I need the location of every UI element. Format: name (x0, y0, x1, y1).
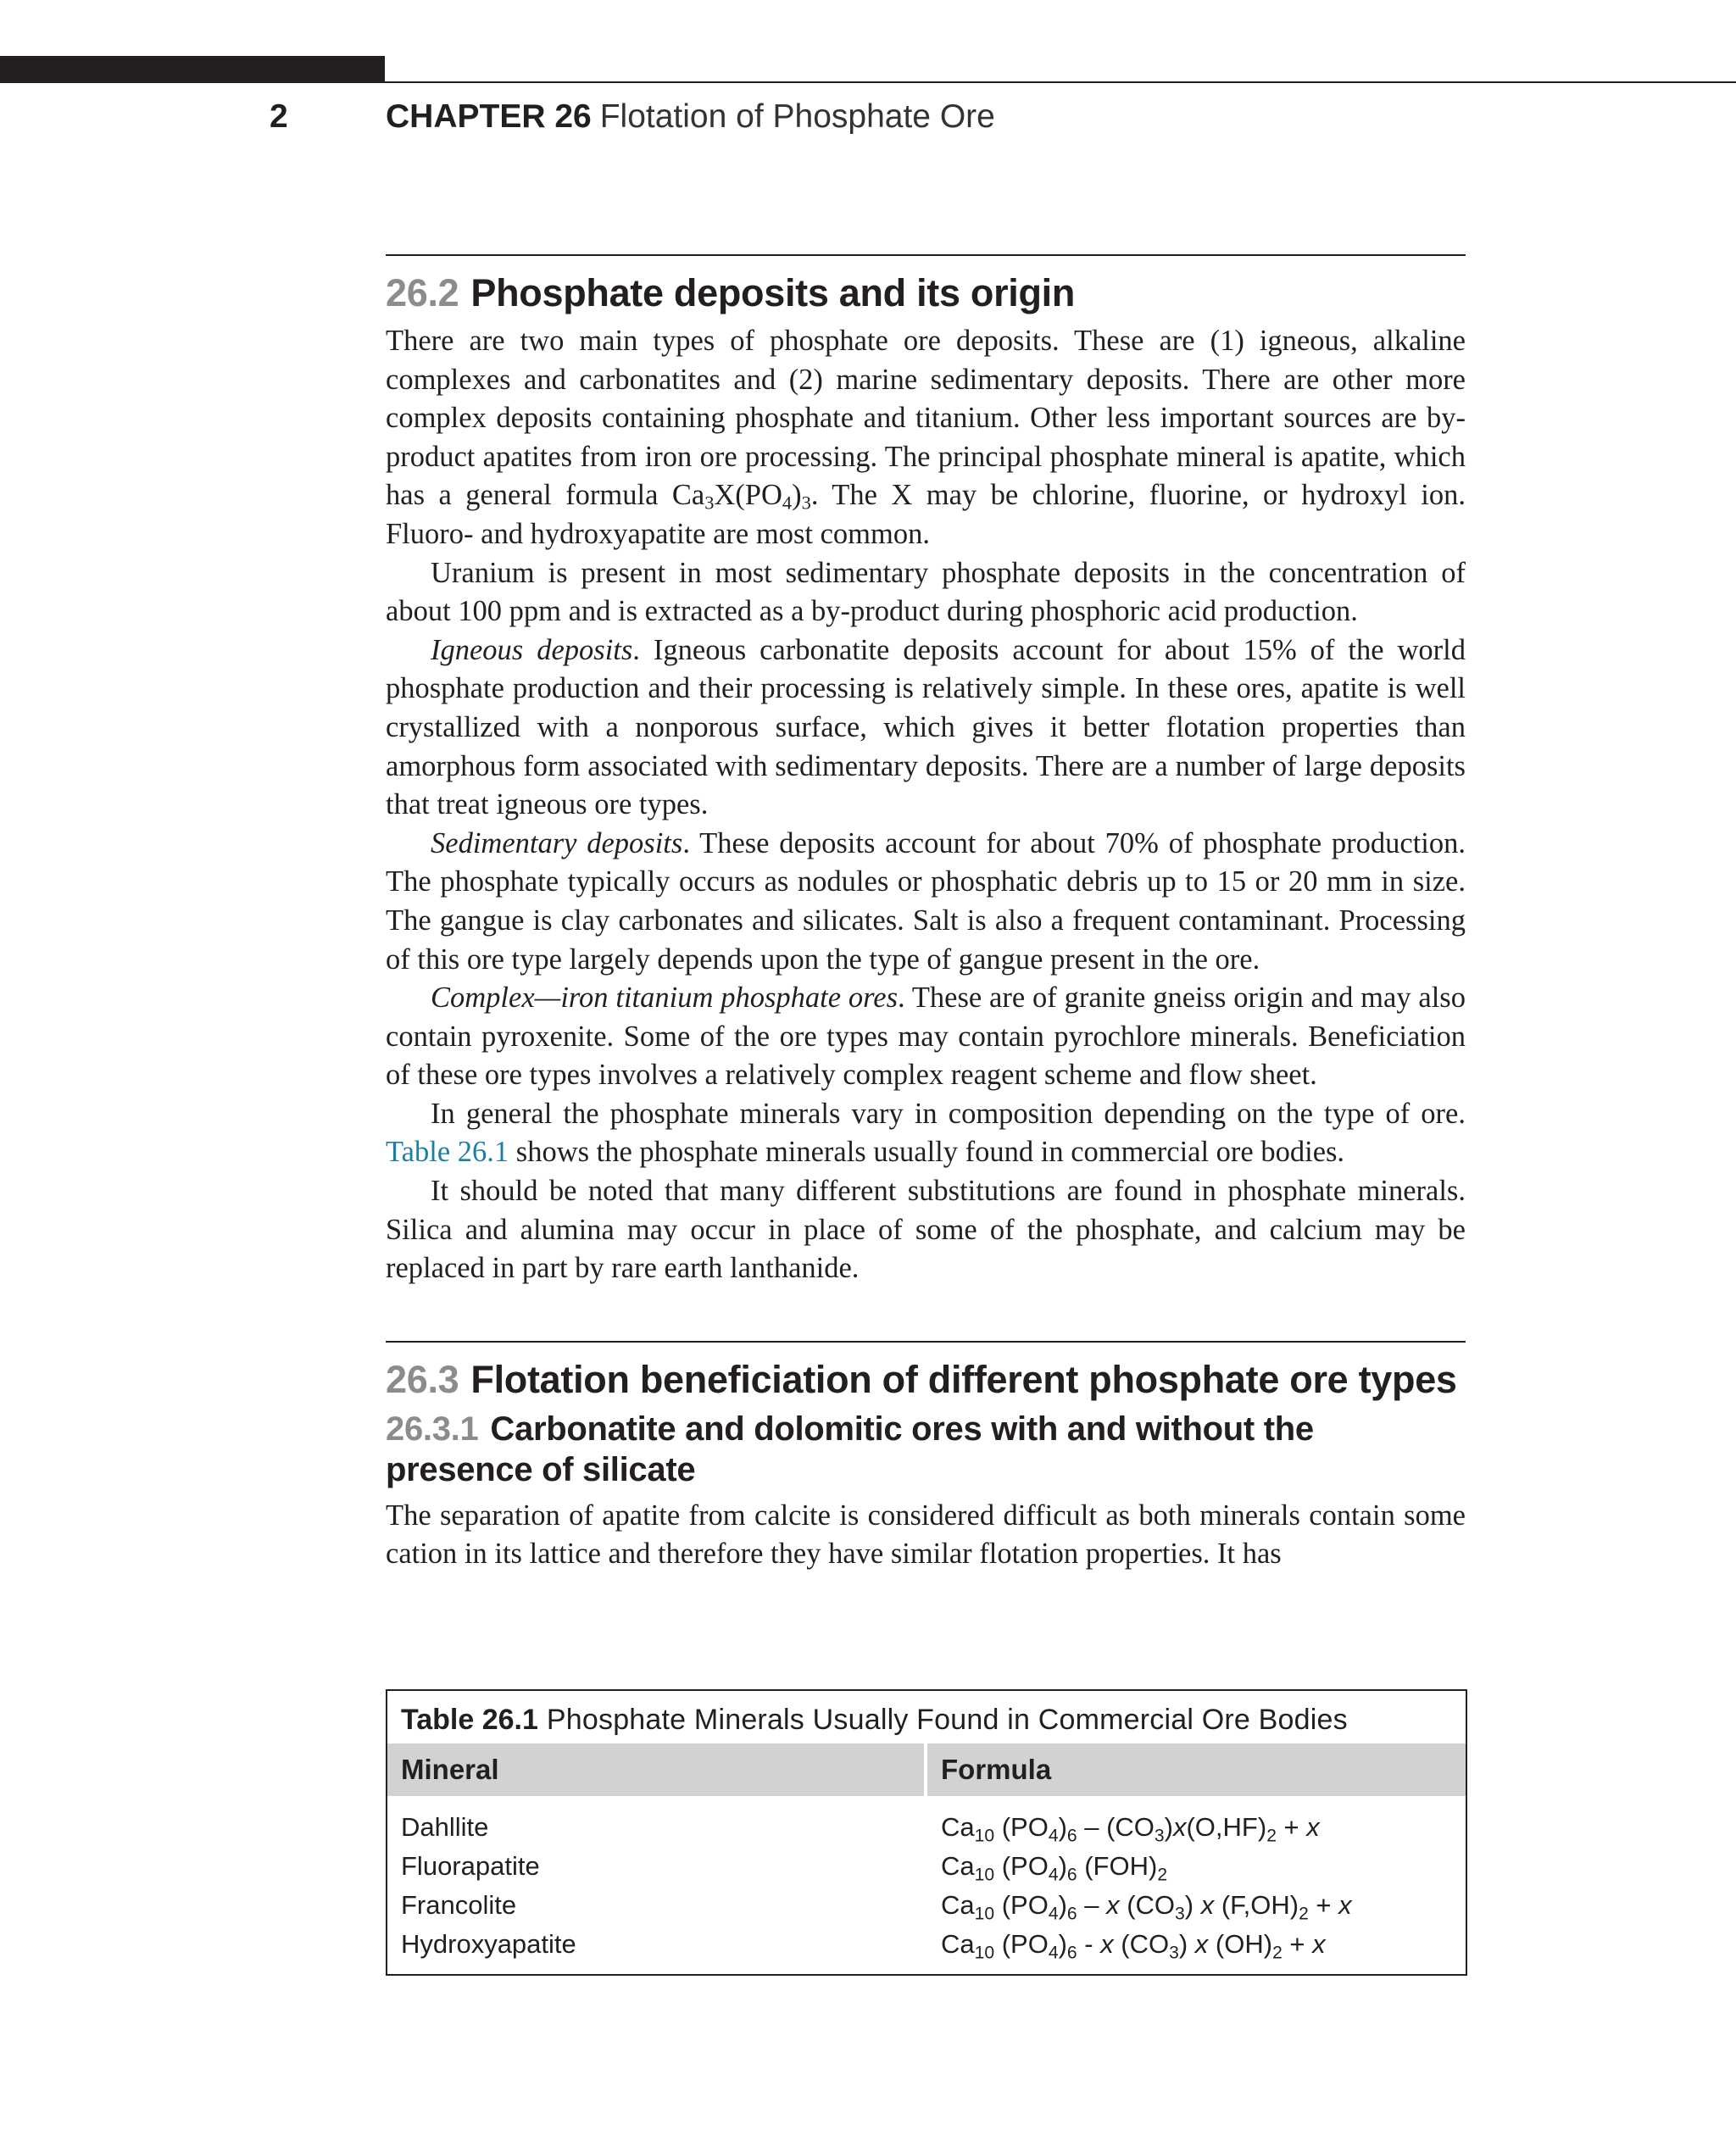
formula-cell: $Ca_{10}$ $(PO_4)_6$ – x $(CO_3)$ x $(F,OH)_2 + x$ (941, 1890, 1352, 1924)
formula-cell: $Ca_{10}$ $(PO_4)_6$ $(FOH)_2$ (941, 1851, 1168, 1885)
paragraph-lead: Igneous deposits (431, 633, 633, 666)
paragraph-lead: Sedimentary deposits (431, 826, 683, 859)
paragraph-lead: Complex—iron titanium phosphate ores (431, 982, 899, 1015)
subscript: 4 (782, 492, 793, 514)
paragraph: It should be noted that many different substitutions are found in phosphate minerals. Silica and alumina may occur in place of some of the phosphate, and calcium may be replaced in part by rare earth lanthanide. (386, 1175, 1466, 1285)
mineral-cell: Hydroxyapatite (401, 1929, 576, 1959)
header-bar (0, 56, 385, 83)
mineral-cell: Francolite (401, 1890, 517, 1920)
table-caption (387, 1691, 1466, 1743)
paragraph-text: X(PO (714, 479, 782, 512)
column-header-formula: Formula (941, 1754, 1052, 1785)
chapter-label: CHAPTER 26 (386, 98, 592, 135)
table-caption-text: Phosphate Minerals Usually Found in Commercial Ore Bodies (546, 1704, 1348, 1736)
section-title: Flotation beneficiation of different phosphate ore types (470, 1357, 1457, 1401)
paragraph-text: There are two main types of phosphate ore deposits. These are (1) igneous, alkaline complexes and carbonatites and (2) marine sedimentary deposits. There are other more complex deposits containing phosphate and titanium. Other less important sources are by-product apatites from iron ore processing. The principal phosphate mineral is apatite, which has a general formula Ca (386, 325, 1466, 512)
paragraph: The separation of apatite from calcite is considered difficult as both minerals contain some cation in its lattice and therefore they have similar flotation properties. It has (386, 1499, 1466, 1571)
table-row (387, 1808, 1466, 1847)
table-26-1 (386, 1689, 1467, 1976)
paragraph (386, 979, 1466, 1095)
formula-cell: $Ca_{10}$ $(PO_4)_6 - (CO_3)x(O,HF)_2 + x$ (941, 1812, 1320, 1846)
subsection-title: Carbonatite and dolomitic ores with and without the presence of silicate (386, 1410, 1314, 1488)
paragraph-text: . The X may be chlorine, fluorine, or hydroxyl ion. Fluoro- and hydroxyapatite are most common. (386, 479, 1466, 550)
section-rule (386, 1341, 1466, 1343)
paragraph-text: . These deposits account for about 70% of phosphate production. The phosphate typically occurs as nodules or phosphatic debris up to 15 or 20 mm in size. The gangue is clay carbonates and silicates. Salt is also a frequent contaminant. Processing of this ore type largely depends upon the type of gangue present in the ore. (386, 826, 1466, 976)
section-26-3 (386, 1341, 1466, 1574)
section-heading-26-3 (386, 1358, 1466, 1402)
table-reference-link[interactable]: Table 26.1 (386, 1136, 509, 1169)
running-head (0, 92, 1736, 142)
mineral-cell: Dahllite (401, 1812, 489, 1842)
chapter-heading (386, 92, 995, 142)
paragraph-text: shows the phosphate minerals usually found in commercial ore bodies. (509, 1136, 1345, 1169)
paragraph-text: ) (792, 479, 802, 512)
table-body (387, 1796, 1466, 1974)
table-row (387, 1886, 1466, 1925)
header-rule (385, 81, 1736, 83)
subsection-number: 26.3.1 (386, 1410, 479, 1448)
paragraph-text: In general the phosphate minerals vary in composition depending on the type of ore. (431, 1097, 1466, 1130)
chapter-title: Flotation of Phosphate Ore (599, 98, 995, 135)
subscript: 3 (704, 492, 715, 514)
page-number: 2 (270, 98, 288, 135)
section-rule (386, 254, 1466, 256)
column-header-mineral: Mineral (387, 1743, 927, 1796)
section-heading-26-2 (386, 271, 1466, 315)
section-title: Phosphate deposits and its origin (470, 271, 1076, 314)
paragraph (386, 825, 1466, 979)
section-number: 26.3 (386, 1357, 459, 1401)
paragraph (386, 631, 1466, 825)
paragraph (386, 322, 1466, 554)
main-content (386, 254, 1466, 1574)
section-number: 26.2 (386, 271, 459, 314)
mineral-cell: Fluorapatite (401, 1851, 540, 1881)
table-label: Table 26.1 (401, 1704, 538, 1736)
subsection-heading-26-3-1 (386, 1409, 1466, 1490)
formula-cell: $Ca_{10}$ $(PO_4)_6$ - x $(CO_3)$ x $(OH)_2 + x$ (941, 1929, 1326, 1963)
paragraph: Uranium is present in most sedimentary phosphate deposits in the concentration of about 100 ppm and is extracted as a by-product during phosphoric acid production. (386, 556, 1466, 628)
paragraph-text: . These are of granite gneiss origin and may also contain pyroxenite. Some of the ore types may contain pyrochlore minerals. Beneficiation of these ore types involves a relatively complex reagent scheme and flow sheet. (386, 982, 1466, 1092)
table-row (387, 1847, 1466, 1886)
paragraph-text: . Igneous carbonatite deposits account for about 15% of the world phosphate production and their processing is relatively simple. In these ores, apatite is well crystallized with a nonporous surface, which gives it better flotation properties than amorphous form associated with sedimentary deposits. There are a number of large deposits that treat igneous ore types. (386, 633, 1466, 821)
paragraph (386, 1095, 1466, 1172)
table-row (387, 1925, 1466, 1964)
table-header (387, 1743, 1466, 1796)
subscript: 3 (801, 492, 811, 514)
